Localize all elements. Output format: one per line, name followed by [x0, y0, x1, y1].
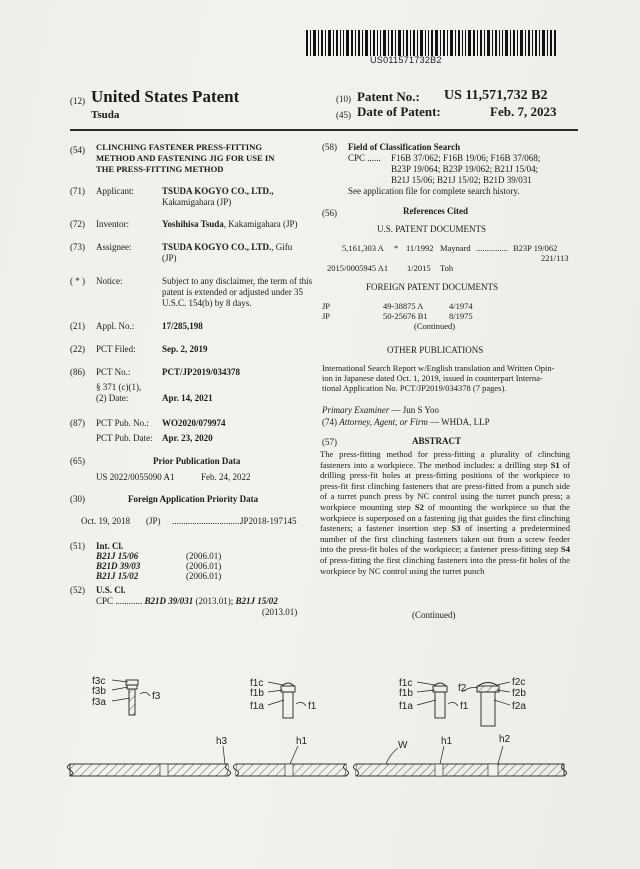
us-ref-2-date: 1/2015: [407, 263, 431, 273]
field-cpc-label: CPC ......: [348, 153, 381, 163]
us-docs-heading: U.S. PATENT DOCUMENTS: [377, 224, 487, 234]
field-line-3: B21J 15/06; B21J 15/02; B21D 39/031: [391, 175, 532, 185]
assignee-name: TSUDA KOGYO CO., LTD.: [162, 242, 272, 252]
date-label: Date of Patent:: [357, 104, 441, 119]
inventor-entry: [162, 219, 298, 230]
label-f3a: f3a: [92, 697, 106, 708]
label-f1a: f1a: [250, 701, 264, 712]
inventor-label: Inventor:: [96, 219, 129, 229]
code-12: (12): [70, 96, 85, 106]
foreign-heading: Foreign Application Priority Data: [128, 494, 259, 504]
barcode-number: US011571732B2: [370, 55, 442, 65]
other-line-3: tional Application No. PCT/JP2019/034378 (7 pages).: [322, 383, 507, 393]
assignee-label: Assignee:: [96, 242, 132, 252]
assignee-location: , Gifu: [271, 242, 293, 252]
abstract-part-2: of drilling press-fit holes at press-fitting positions of the workpiece to press-fit first clinching fasteners that are press-fitted from a punch side of a turret punch press by NC control using the turret punch press; a workpiece mounting step: [320, 459, 570, 512]
fastener-f3: [126, 680, 138, 715]
abstract-part-4: of inserting a predetermined number of the first clinching fasteners taken out from a screw feeder into the press-fit holes of the workpiece; a fastener press-fitting step: [320, 523, 570, 555]
title-line-1: CLINCHING FASTENER PRESS-FITTING: [96, 142, 263, 152]
fr-ref-2-country: JP: [322, 311, 331, 321]
abstract-step-s2: S2: [414, 501, 424, 512]
header-rule: [70, 129, 578, 131]
abstract-step-s1: S1: [550, 459, 560, 470]
fr-ref-1-country: JP: [322, 301, 331, 311]
label-f1-right: f1: [460, 701, 469, 712]
us-ref-1-name: Maynard: [440, 243, 471, 253]
patent-figure: [60, 660, 580, 800]
us-ref-1-dots: ...............: [476, 243, 508, 253]
label-h3: h3: [216, 736, 228, 747]
pct-filed-label: PCT Filed:: [96, 344, 136, 354]
field-line-2: B23P 19/064; B23P 19/062; B21J 15/04;: [391, 164, 539, 174]
label-f1b: f1b: [250, 688, 264, 699]
label-f1: f1: [308, 701, 317, 712]
appl-no: 17/285,198: [162, 321, 203, 331]
pct-pub-no: WO2020/079974: [162, 418, 226, 428]
code-87: (87): [70, 418, 85, 428]
intcl-class-2: B21D 39/03: [96, 561, 141, 571]
foreign-date: Oct. 19, 2018: [81, 516, 130, 526]
assignee-country: (JP): [162, 253, 177, 263]
s371-line-1: § 371 (c)(1),: [96, 382, 142, 392]
label-f3: f3: [152, 691, 161, 702]
code-22: (22): [70, 344, 85, 354]
code-71: (71): [70, 186, 85, 196]
uscl-cpc: [96, 596, 278, 607]
attorney-name: — WHDA, LLP: [427, 417, 490, 427]
foreign-number: JP2018-197145: [240, 516, 297, 526]
code-56: (56): [322, 208, 337, 218]
code-52: (52): [70, 585, 85, 595]
uscl-cpc-2: B21J 15/02: [235, 596, 278, 606]
pct-no: PCT/JP2019/034378: [162, 367, 240, 377]
pct-filed-date: Sep. 2, 2019: [162, 344, 208, 354]
notice-line-1: Subject to any disclaimer, the term of this: [162, 276, 313, 286]
fr-ref-2-number: 50-25676 B1: [383, 311, 428, 321]
examiner-name: — Jun S Yoo: [389, 405, 440, 415]
code-73: (73): [70, 242, 85, 252]
intcl-version-2: (2006.01): [186, 561, 222, 571]
label-f2: f2: [458, 683, 467, 694]
code-54: (54): [70, 145, 85, 155]
other-line-2: ion in Japanese dated Oct. 1, 2019, issued in counterpart Interna-: [322, 373, 543, 383]
intcl-class-1: B21J 15/06: [96, 551, 139, 561]
patent-type: United States Patent: [91, 87, 240, 106]
uscl-heading: U.S. Cl.: [96, 585, 126, 595]
notice-label: Notice:: [96, 276, 123, 286]
abstract-continued: (Continued): [412, 610, 456, 620]
label-f2a: f2a: [512, 701, 526, 712]
label-f1c-right: f1c: [399, 678, 413, 689]
intcl-heading: Int. Cl.: [96, 541, 124, 551]
s371-line-2: (2) Date:: [96, 393, 129, 403]
patent-no-label: Patent No.:: [357, 89, 420, 104]
fr-ref-1-date: 4/1974: [449, 301, 473, 311]
title-line-2: METHOD AND FASTENING JIG FOR USE IN: [96, 153, 275, 163]
examiner-label: Primary Examiner: [322, 405, 390, 415]
us-ref-2-name: Toh: [440, 263, 454, 273]
appl-label: Appl. No.:: [96, 321, 135, 331]
us-ref-1-number: 5,161,303 A: [342, 243, 384, 253]
uscl-cpc-1-version: (2013.01);: [193, 596, 236, 606]
abstract-part-5: of press-fitting the first clinching fasteners into the press-fit holes of the workpiece by NC control using the turret punch: [320, 554, 570, 576]
fr-ref-2-date: 8/1975: [449, 311, 473, 321]
code-10: (10): [336, 94, 351, 104]
code-notice: ( * ): [70, 276, 85, 286]
code-21: (21): [70, 321, 85, 331]
pct-pub-date: Apr. 23, 2020: [162, 433, 213, 443]
leader-lines: [112, 680, 510, 764]
label-f1a-right: f1a: [399, 701, 413, 712]
foreign-dots: ...............................: [172, 516, 242, 526]
attorney-label: Attorney, Agent, or Firm: [339, 417, 428, 427]
code-30: (30): [70, 494, 85, 504]
s371-date: Apr. 14, 2021: [162, 393, 213, 403]
applicant-label: Applicant:: [96, 186, 134, 196]
patent-date: Feb. 7, 2023: [490, 104, 557, 119]
code-58: (58): [322, 142, 337, 152]
code-72: (72): [70, 219, 85, 229]
label-f1c: f1c: [250, 678, 264, 689]
pct-no-label: PCT No.:: [96, 367, 131, 377]
field-heading: Field of Classification Search: [348, 142, 461, 152]
examiner: [322, 405, 439, 416]
label-h1-right: h1: [441, 736, 453, 747]
us-ref-1-date: 11/1992: [406, 243, 434, 253]
fr-ref-1-number: 49-38875 A: [383, 301, 424, 311]
code-57: (57): [322, 437, 337, 447]
intcl-version-3: (2006.01): [186, 571, 222, 581]
attorney: [322, 417, 490, 428]
label-f1b-right: f1b: [399, 688, 413, 699]
field-see: See application file for complete search history.: [348, 186, 520, 196]
prior-heading: Prior Publication Data: [153, 456, 241, 466]
abstract-part-3: of mounting the workpiece so that the workpiece is superposed on a fastening jig that guides the first clinching fasteners; a fastener insertion step: [320, 501, 570, 534]
applicant-location: Kakamigahara (JP): [162, 197, 232, 207]
uscl-cpc-2-version: (2013.01): [262, 607, 298, 617]
pct-pub-date-label: PCT Pub. Date:: [96, 433, 153, 443]
prior-pub: US 2022/0055090 A1: [96, 472, 175, 482]
title-line-3: THE PRESS-FITTING METHOD: [96, 164, 224, 174]
foreign-docs-heading: FOREIGN PATENT DOCUMENTS: [366, 282, 499, 292]
intcl-class-3: B21J 15/02: [96, 571, 139, 581]
other-line-1: International Search Report w/English translation and Written Opin-: [322, 363, 555, 373]
patent-no: US 11,571,732 B2: [444, 88, 548, 103]
inventor-location: , Kakamigahara (JP): [223, 219, 298, 229]
abstract-step-s4: S4: [560, 544, 570, 555]
abstract-part-1: The press-fitting method for press-fitting a plurality of clinching fasteners into a workpiece. The method includes: a drilling step: [320, 449, 570, 470]
refs-continued: (Continued): [414, 321, 456, 331]
refs-heading: References Cited: [403, 206, 469, 216]
abstract-step-s3: S3: [451, 523, 461, 534]
code-65: (65): [70, 456, 85, 466]
label-f2c: f2c: [512, 677, 526, 688]
us-ref-1-class: B23P 19/062: [513, 243, 558, 253]
label-w: W: [398, 740, 408, 751]
label-h1: h1: [296, 736, 308, 747]
pct-pub-label: PCT Pub. No.:: [96, 418, 149, 428]
workpiece-plate: [68, 764, 567, 776]
label-f3c: f3c: [92, 676, 106, 687]
code-45: (45): [336, 110, 351, 120]
uscl-cpc-1: B21D 39/031: [144, 596, 194, 606]
prior-date: Feb. 24, 2022: [201, 472, 251, 482]
label-f2b: f2b: [512, 688, 526, 699]
notice-line-3: U.S.C. 154(b) by 8 days.: [162, 298, 252, 308]
notice-line-2: patent is extended or adjusted under 35: [162, 287, 303, 297]
label-h2: h2: [499, 734, 511, 745]
label-f3b: f3b: [92, 686, 106, 697]
applicant-name: TSUDA KOGYO CO., LTD.,: [162, 186, 274, 196]
inventor-short: Tsuda: [91, 109, 120, 121]
code-74: (74): [322, 417, 337, 427]
abstract-text: [320, 449, 570, 576]
intcl-version-1: (2006.01): [186, 551, 222, 561]
fastener-f2: [477, 683, 499, 727]
foreign-country: (JP): [146, 516, 161, 526]
other-pubs-heading: OTHER PUBLICATIONS: [387, 345, 484, 355]
uscl-cpc-label: CPC ............: [96, 596, 143, 606]
barcode: [306, 30, 556, 56]
us-ref-1-class-2: 221/113: [541, 253, 569, 263]
inventor-name: Yoshihisa Tsuda: [162, 219, 224, 229]
code-86: (86): [70, 367, 85, 377]
us-ref-2-number: 2015/0005945 A1: [327, 263, 389, 273]
field-line-1: F16B 37/062; F16B 19/06; F16B 37/068;: [391, 153, 541, 163]
assignee-entry: [162, 242, 292, 253]
us-ref-1-star: *: [394, 243, 399, 253]
abstract-heading: ABSTRACT: [412, 436, 462, 446]
code-51: (51): [70, 541, 85, 551]
